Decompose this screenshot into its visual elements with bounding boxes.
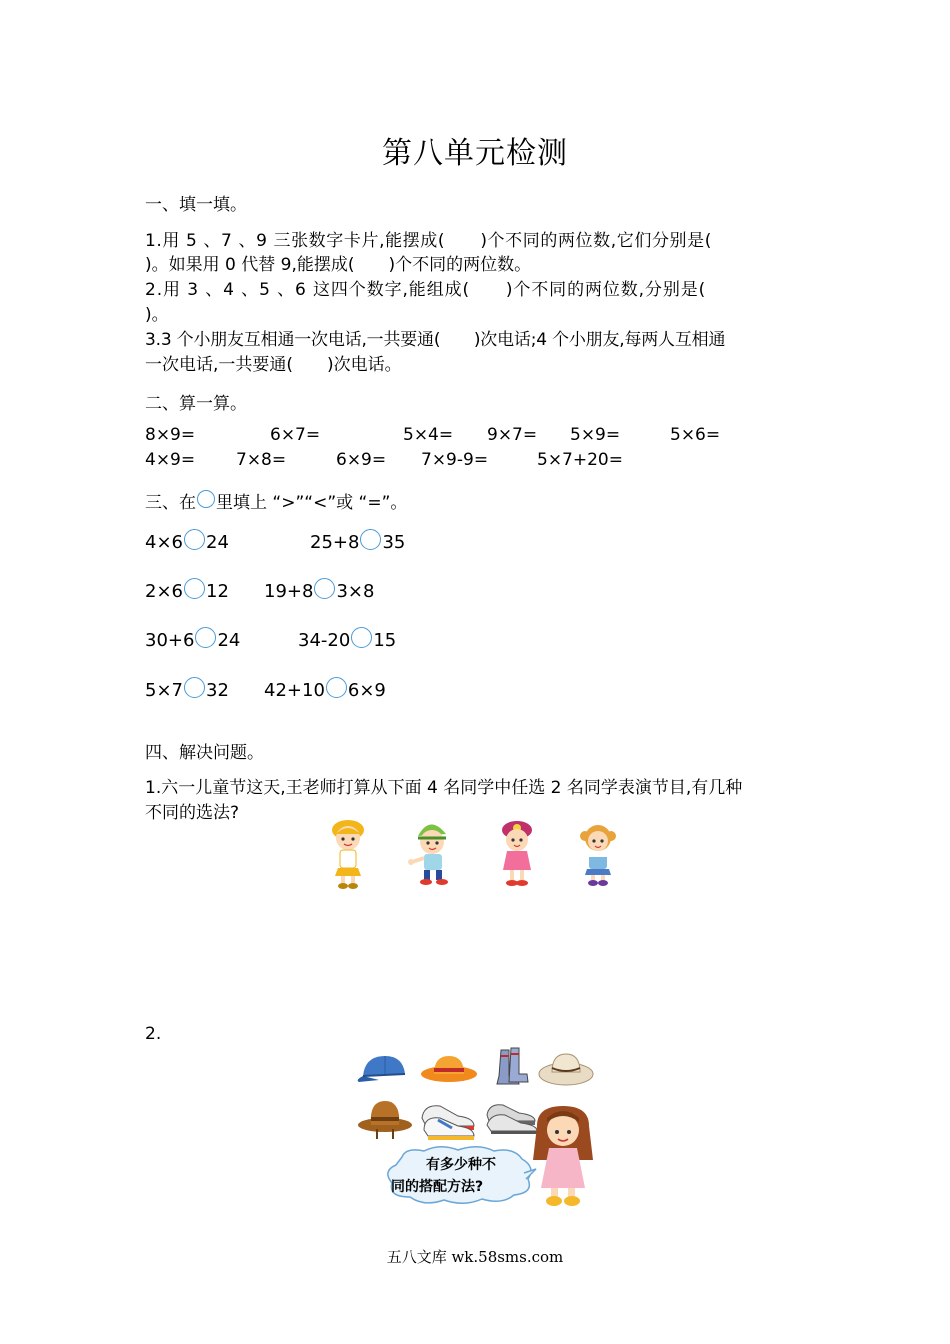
compare-right: 15: [373, 630, 397, 651]
speech-line-2: 同的搭配方法?: [391, 1179, 484, 1195]
compare-circle[interactable]: [351, 627, 372, 648]
compare-left: 42+10: [264, 680, 325, 701]
compare-8: [264, 677, 386, 701]
compare-right: 12: [206, 581, 229, 602]
sneakers-icon: [418, 1096, 478, 1142]
calc-6: 5×6=: [670, 425, 721, 445]
compare-3: [145, 578, 229, 602]
child-1-icon: [325, 818, 371, 890]
compare-5: [145, 627, 240, 651]
calc-1: 8×9=: [145, 425, 196, 445]
compare-4: [264, 578, 374, 602]
compare-circle[interactable]: [360, 529, 381, 550]
compare-circle[interactable]: [326, 677, 347, 698]
compare-7: [145, 677, 229, 701]
compare-circle[interactable]: [195, 627, 216, 648]
calc-5: 5×9=: [570, 425, 621, 445]
heading-pre: 三、在: [145, 493, 196, 513]
compare-left: 25+8: [310, 532, 360, 553]
s4-q2-label: 2.: [145, 1024, 162, 1044]
straw-hat-icon: [538, 1048, 594, 1088]
orange-sun-hat-icon: [420, 1052, 478, 1084]
rain-boots-icon: [487, 1046, 529, 1088]
compare-left: 34-20: [298, 630, 351, 651]
footer-watermark: 五八文库 wk.58sms.com: [386, 1248, 564, 1266]
compare-right: 24: [206, 532, 229, 553]
girl-icon: [527, 1104, 599, 1208]
child-3-icon: [493, 818, 541, 890]
blue-cap-icon: [357, 1052, 413, 1084]
compare-6: [298, 627, 396, 651]
compare-circle[interactable]: [184, 677, 205, 698]
s4-q1-line2: 不同的选法?: [145, 803, 240, 823]
section-4-heading: 四、解决问题。: [145, 743, 264, 763]
calc-10: 7×9-9=: [421, 450, 489, 470]
q3-line1: 3.3 个小朋友互相通一次电话,一共要通( )次电话;4 个小朋友,每两人互相通: [145, 330, 726, 350]
child-4-icon: [575, 822, 621, 888]
compare-circle[interactable]: [314, 578, 335, 599]
compare-right: 3×8: [336, 581, 375, 602]
compare-circle[interactable]: [184, 529, 205, 550]
child-2-icon: [402, 818, 458, 888]
calc-11: 5×7+20=: [537, 450, 623, 470]
page-title: 第八单元检测: [382, 136, 568, 171]
compare-circle[interactable]: [184, 578, 205, 599]
s4-q1-line1: 1.六一儿童节这天,王老师打算从下面 4 名同学中任选 2 名同学表演节目,有几种: [145, 778, 743, 798]
compare-left: 30+6: [145, 630, 195, 651]
compare-right: 24: [217, 630, 241, 651]
brown-hat-icon: [357, 1097, 413, 1141]
calc-7: 4×9=: [145, 450, 196, 470]
section-1-heading: 一、填一填。: [145, 195, 247, 215]
compare-right: 35: [382, 532, 406, 553]
compare-2: [310, 529, 405, 553]
compare-1: [145, 529, 229, 553]
compare-left: 2×6: [145, 581, 183, 602]
q3-line2: 一次电话,一共要通( )次电话。: [145, 355, 402, 375]
compare-right: 6×9: [347, 680, 386, 701]
q1-line1: 1.用 5 、7 、9 三张数字卡片,能摆成( )个不同的两位数,它们分别是(: [145, 231, 712, 251]
calc-8: 7×8=: [236, 450, 287, 470]
circle-sample-icon: [197, 490, 215, 508]
calc-4: 9×7=: [487, 425, 538, 445]
speech-line-1: 有多少种不: [426, 1157, 496, 1173]
compare-left: 5×7: [145, 680, 183, 701]
heading-post: 里填上 “>”“<”或 “=”。: [216, 493, 408, 513]
q2-line2: )。: [145, 305, 169, 325]
calc-3: 5×4=: [403, 425, 454, 445]
section-3-heading: [145, 488, 407, 513]
calc-2: 6×7=: [270, 425, 321, 445]
q2-line1: 2.用 3 、4 、5 、6 这四个数字,能组成( )个不同的两位数,分别是(: [145, 280, 707, 300]
calc-9: 6×9=: [336, 450, 387, 470]
compare-left: 19+8: [264, 581, 314, 602]
q1-line2: )。如果用 0 代替 9,能摆成( )个不同的两位数。: [145, 255, 532, 275]
section-2-heading: 二、算一算。: [145, 394, 247, 414]
compare-right: 32: [206, 680, 229, 701]
compare-left: 4×6: [145, 532, 183, 553]
